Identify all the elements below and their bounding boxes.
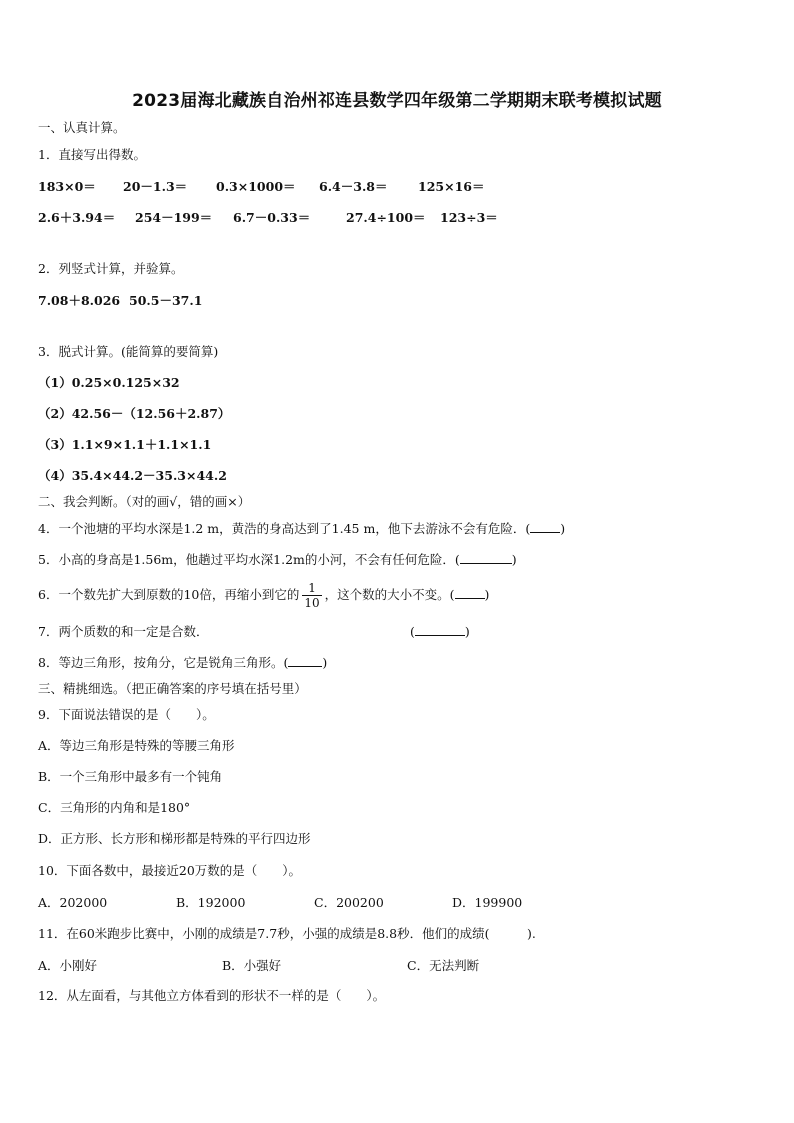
q1-item: 183×0＝: [38, 179, 96, 194]
answer-blank[interactable]: [530, 520, 560, 533]
q7: [38, 623, 208, 641]
q10-option-c[interactable]: C．200200: [314, 895, 384, 910]
q1-item: 20－1.3＝: [123, 179, 188, 194]
q10-option-d[interactable]: D．199900: [452, 895, 523, 910]
q11-option-a[interactable]: A．小刚好: [38, 958, 98, 973]
fraction-numerator: 1: [302, 581, 321, 596]
q2-item: 50.5－37.1: [129, 293, 203, 308]
q1-item: 2.6＋3.94＝: [38, 210, 116, 225]
q12-label: 12．从左面看，与其他立方体看到的形状不一样的是（ ）。: [38, 988, 386, 1003]
q3-label: 3．脱式计算。(能简算的要简算): [38, 344, 219, 359]
q7-answer: [410, 623, 470, 641]
q6: [38, 580, 489, 610]
q4: [38, 520, 565, 538]
page-title: 2023届海北藏族自治州祁连县数学四年级第二学期期末联考模拟试题: [132, 91, 662, 111]
q9-option-a[interactable]: A．等边三角形是特殊的等腰三角形: [38, 738, 235, 753]
q7-close: ): [464, 624, 470, 639]
q1-item: 6.7－0.33＝: [233, 210, 311, 225]
q4-close: ): [560, 521, 566, 536]
q11-option-c[interactable]: C．无法判断: [407, 958, 480, 973]
answer-blank[interactable]: [455, 586, 485, 599]
q9-option-b[interactable]: B．一个三角形中最多有一个钝角: [38, 769, 223, 784]
q4-text: 4．一个池塘的平均水深是1.2 m，黄浩的身高达到了1.45 m，他下去游泳不会有危险．(: [38, 521, 531, 536]
q5-text: 5．小高的身高是1.56m，他趟过平均水深1.2m的小河，不会有任何危险．(: [38, 552, 460, 567]
q3-item-4: （4）35.4×44.2－35.3×44.2: [38, 468, 227, 483]
q2-item: 7.08＋8.026: [38, 293, 121, 308]
section-3-heading: 三、精挑细选。（把正确答案的序号填在括号里）: [38, 681, 307, 696]
q1-item: 6.4－3.8＝: [319, 179, 388, 194]
q2-label: 2．列竖式计算，并验算。: [38, 261, 184, 276]
q6-text-post: ，这个数的大小不变。(: [324, 587, 455, 602]
section-2-heading: 二、我会判断。（对的画√，错的画×）: [38, 494, 251, 509]
q10-option-b[interactable]: B．192000: [176, 895, 246, 910]
q3-item-1: （1）0.25×0.125×32: [38, 375, 180, 390]
q10-label: 10．下面各数中，最接近20万数的是（ ）。: [38, 863, 302, 878]
q1-item: 27.4÷100＝: [346, 210, 426, 225]
q3-item-2: （2）42.56－（12.56＋2.87）: [38, 406, 231, 421]
q8-text: 8．等边三角形，按角分，它是锐角三角形。(: [38, 655, 289, 670]
q1-item: 123÷3＝: [440, 210, 498, 225]
answer-blank[interactable]: [415, 623, 465, 636]
q1-item: 254－199＝: [135, 210, 213, 225]
q6-close: ): [484, 587, 490, 602]
q8-close: ): [322, 655, 328, 670]
q1-label: 1．直接写出得数。: [38, 147, 146, 162]
q9-option-c[interactable]: C．三角形的内角和是180°: [38, 800, 191, 815]
q1-item: 0.3×1000＝: [216, 179, 296, 194]
q10-option-a[interactable]: A．202000: [38, 895, 108, 910]
q9-label: 9．下面说法错误的是（ ）。: [38, 707, 215, 722]
q5: [38, 551, 517, 569]
answer-blank[interactable]: [460, 551, 512, 564]
q1-item: 125×16＝: [418, 179, 485, 194]
q7-open: (: [410, 624, 415, 639]
section-1-heading: 一、认真计算。: [38, 120, 126, 135]
q11-option-b[interactable]: B．小强好: [222, 958, 282, 973]
fraction: [302, 581, 321, 610]
q11-label: 11．在60米跑步比赛中，小刚的成绩是7.7秒，小强的成绩是8.8秒．他们的成绩( ).: [38, 926, 536, 941]
fraction-denominator: 10: [304, 596, 320, 610]
q9-option-d[interactable]: D．正方形、长方形和梯形都是特殊的平行四边形: [38, 831, 311, 846]
q7-text: 7．两个质数的和一定是合数．: [38, 624, 209, 639]
answer-blank[interactable]: [288, 654, 322, 667]
q6-text: 6．一个数先扩大到原数的10倍，再缩小到它的: [38, 587, 300, 602]
q5-close: ): [511, 552, 517, 567]
q8: [38, 654, 327, 672]
q3-item-3: （3）1.1×9×1.1＋1.1×1.1: [38, 437, 212, 452]
